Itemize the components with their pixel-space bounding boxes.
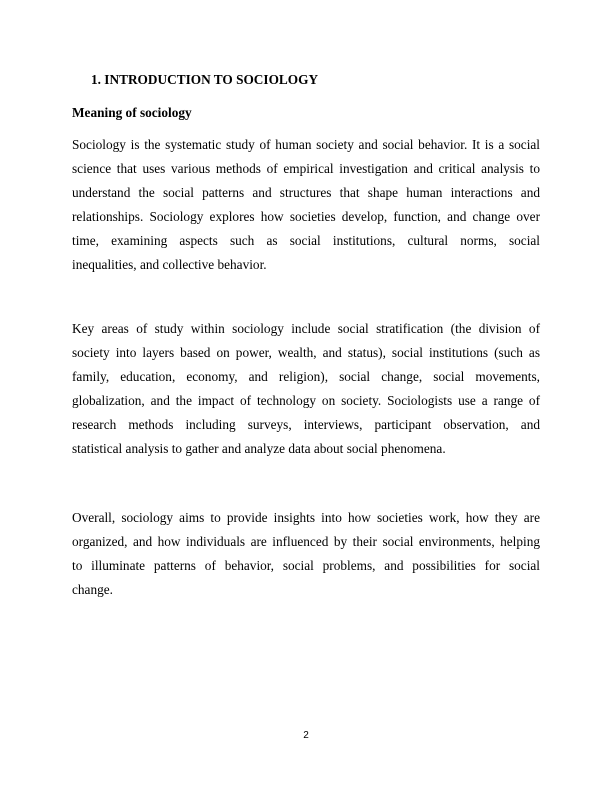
paragraph-2: [72, 321, 540, 465]
text-line: Key areas of study within sociology include social stratification (the division of: [72, 321, 540, 336]
text-line: society into layers based on power, wealth, and status), social institutions (such as: [72, 345, 540, 360]
text-line: relationships. Sociology explores how societies develop, function, and change over: [72, 209, 540, 224]
text-line: statistical analysis to gather and analyze data about social phenomena.: [72, 441, 446, 456]
text-line: family, education, economy, and religion), social change, social movements,: [72, 369, 540, 384]
text-line: globalization, and the impact of technology on society. Sociologists use a range of: [72, 393, 540, 408]
text-line: research methods including surveys, interviews, participant observation, and: [72, 417, 540, 432]
page-number: 2: [303, 730, 309, 741]
paragraph-3: [72, 510, 540, 606]
text-line: Sociology is the systematic study of human society and social behavior. It is a social: [72, 137, 540, 152]
text-line: change.: [72, 582, 113, 597]
section-heading: 1. INTRODUCTION TO SOCIOLOGY: [91, 72, 319, 87]
paragraph-1: [72, 137, 540, 281]
text-line: to illuminate patterns of behavior, social problems, and possibilities for social: [72, 558, 540, 573]
text-line: science that uses various methods of empirical investigation and critical analysis to: [72, 161, 540, 176]
subheading: Meaning of sociology: [72, 105, 192, 120]
text-line: time, examining aspects such as social institutions, cultural norms, social: [72, 233, 540, 248]
text-line: Overall, sociology aims to provide insights into how societies work, how they are: [72, 510, 540, 525]
text-line: understand the social patterns and structures that shape human interactions and: [72, 185, 540, 200]
text-line: organized, and how individuals are influenced by their social environments, helping: [72, 534, 540, 549]
text-line: inequalities, and collective behavior.: [72, 257, 267, 272]
